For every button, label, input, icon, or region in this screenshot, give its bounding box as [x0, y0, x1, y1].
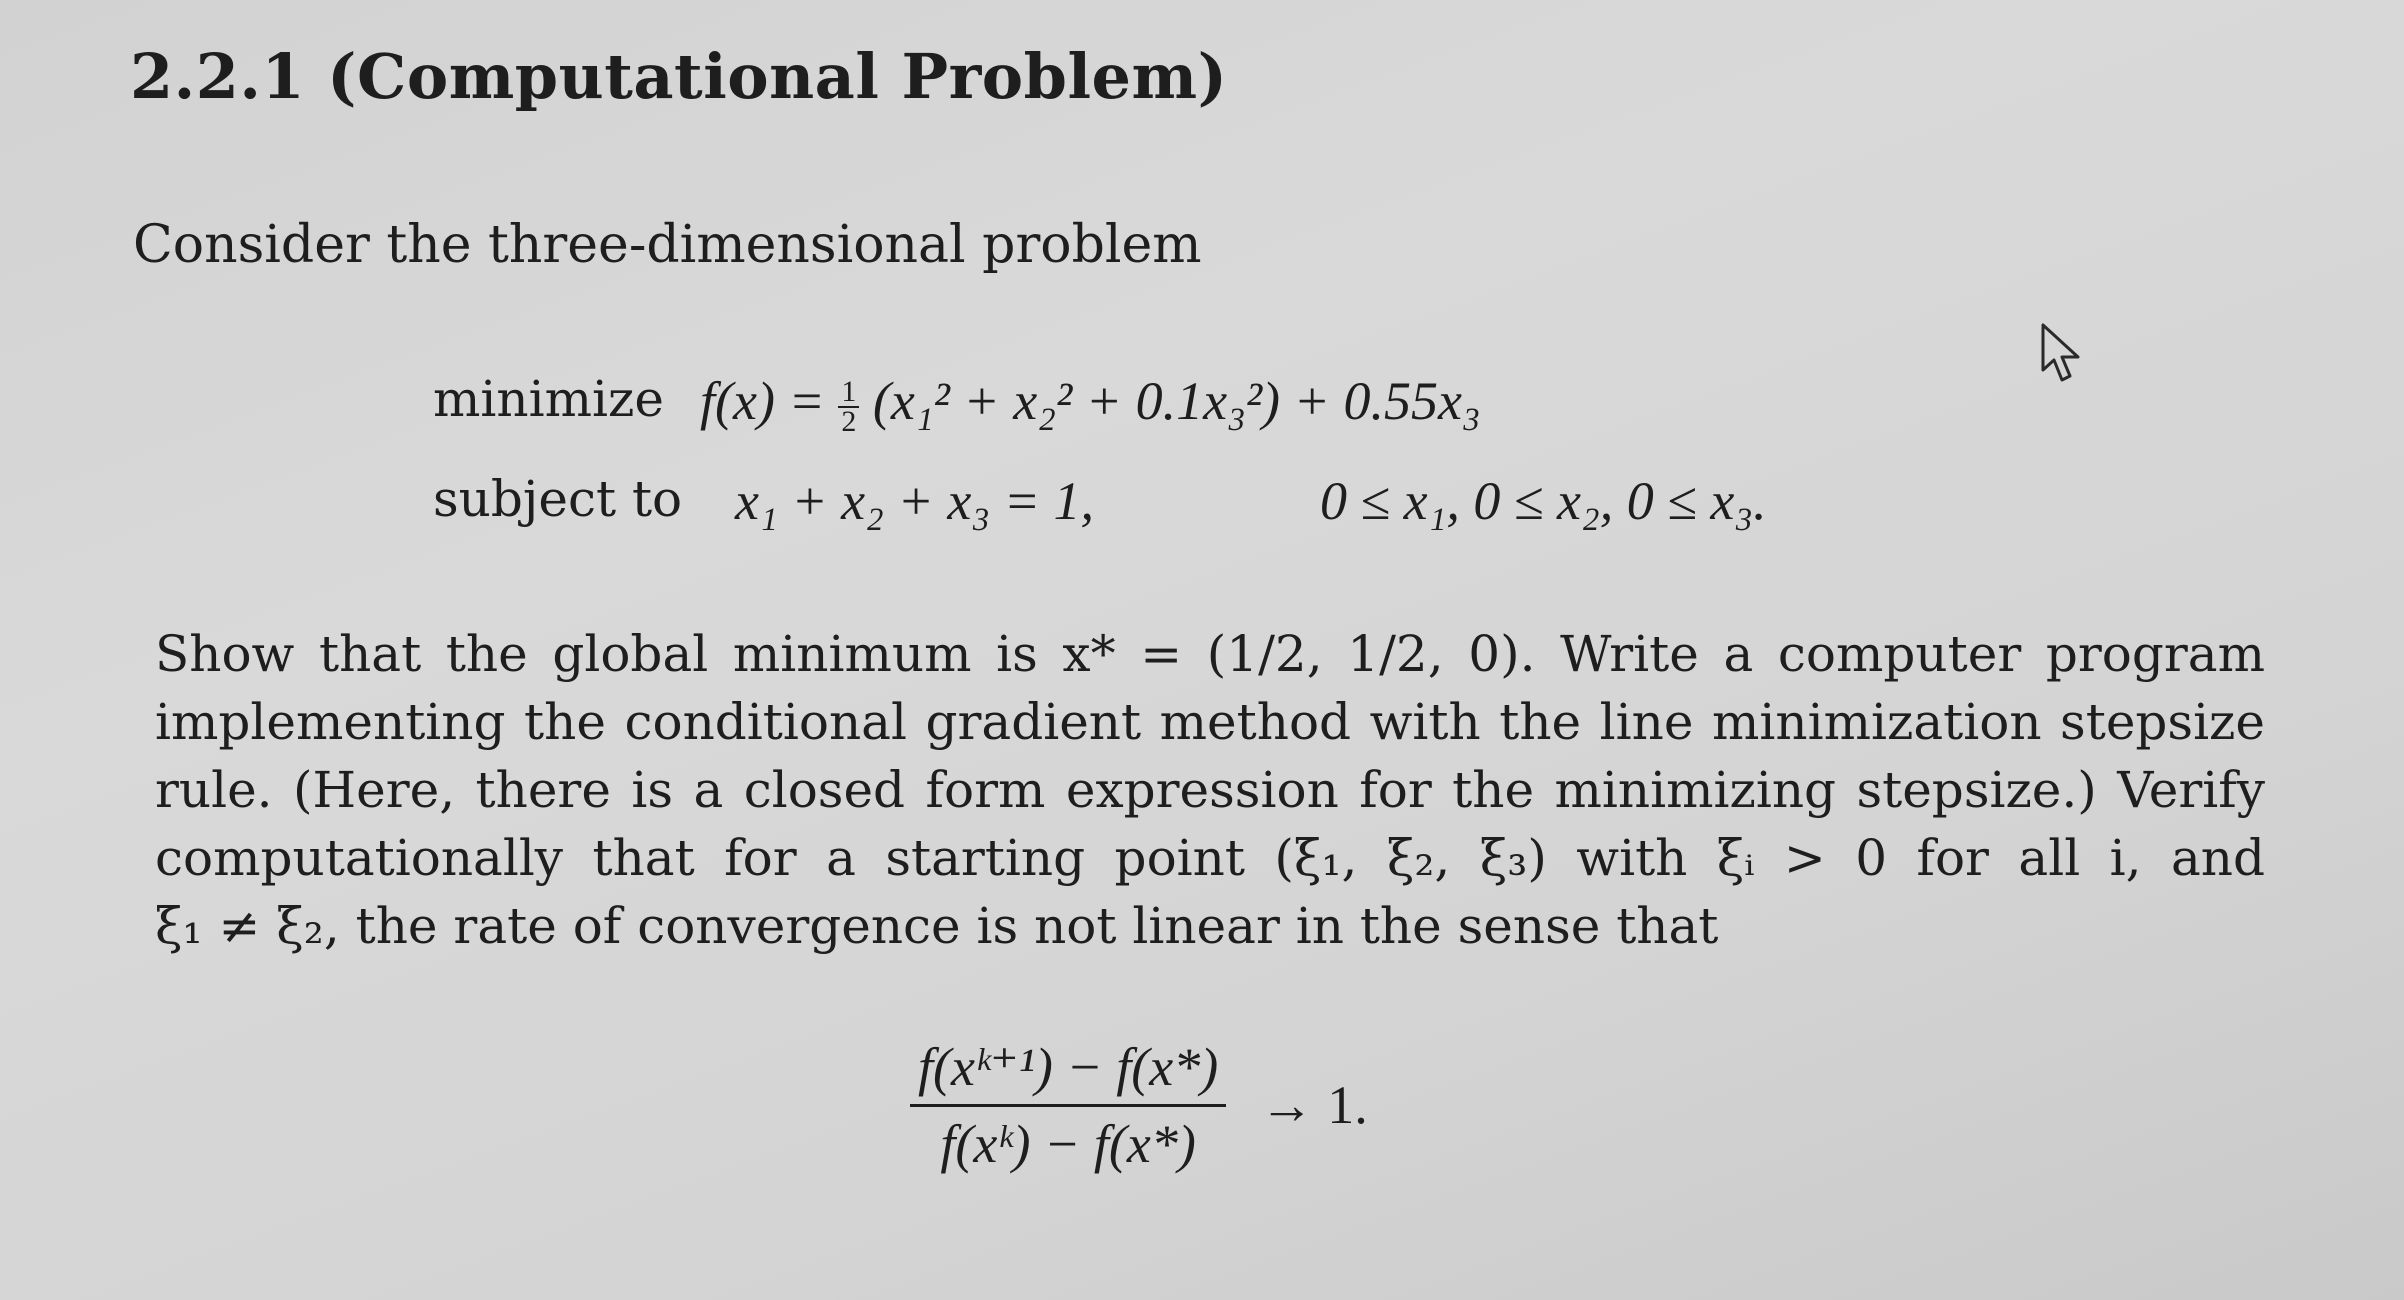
- half-fraction: [838, 374, 859, 438]
- ratio-limit: → 1.: [1259, 1075, 1368, 1135]
- subject-to-label: subject to: [433, 470, 683, 528]
- paragraph-line-1: Show that the global minimum is x* = (1/2, 1/2, 0). Write a computer program: [155, 625, 2265, 683]
- ratio-denominator: f(xᵏ) − f(x*): [940, 1114, 1196, 1174]
- paragraph-line-3: rule. (Here, there is a closed form expression for the minimizing stepsize.) Verify: [155, 761, 2265, 819]
- paragraph-line-5: ξ₁ ≠ ξ₂, the rate of convergence is not linear in the sense that: [155, 897, 1719, 955]
- objective-body: (x₁² + x₂² + 0.1x₃²) + 0.55x₃: [872, 371, 1481, 431]
- ratio-numerator: f(xᵏ⁺¹) − f(x*): [910, 1035, 1226, 1107]
- inequality-constraints: 0 ≤ x₁, 0 ≤ x₂, 0 ≤ x₃.: [1320, 471, 1767, 531]
- section-heading: 2.2.1 (Computational Problem): [130, 40, 1228, 113]
- problem-paragraph: [155, 620, 2265, 960]
- minimize-label: minimize: [433, 370, 664, 428]
- equality-constraint: x₁ + x₂ + x₃ = 1,: [735, 471, 1095, 531]
- half-denominator: 2: [841, 404, 857, 438]
- paragraph-line-2: implementing the conditional gradient method with the line minimization stepsize: [155, 693, 2265, 751]
- paragraph-line-4: computationally that for a starting point (ξ₁, ξ₂, ξ₃) with ξᵢ > 0 for all i, and: [155, 829, 2265, 887]
- convergence-ratio: [910, 1035, 1368, 1175]
- ratio-fraction: [910, 1035, 1226, 1175]
- half-numerator: 1: [838, 378, 859, 408]
- mouse-pointer-icon: [2040, 322, 2086, 384]
- objective-function: [700, 370, 1481, 436]
- intro-text: Consider the three-dimensional problem: [133, 215, 1202, 275]
- objective-lhs: f(x) =: [700, 371, 825, 431]
